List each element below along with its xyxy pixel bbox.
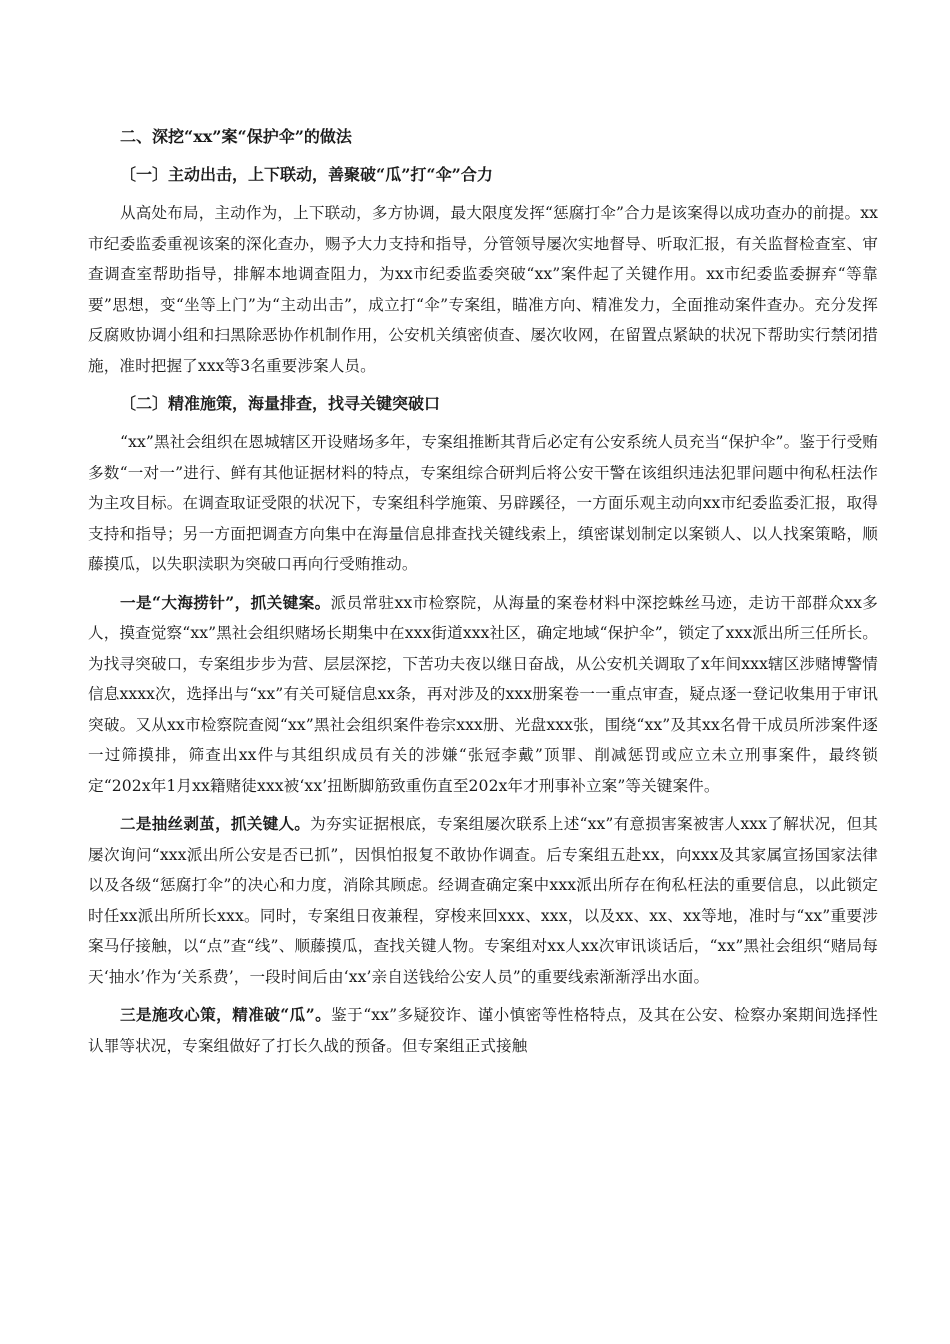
- subsection-paragraph-2: “xx”黑社会组织在恩城辖区开设赌场多年，专案组推断其背后必定有公安系统人员充当“保护伞”。鉴于行受贿多数“一对一”进行、鲜有其他证据材料的特点，专案组综合研判后将公安干警在该组织违法犯罪问题中徇私枉法作为主攻目标。在调查取证受限的状况下，专案组科学施策、另辟蹊径，一方面乐观主动向xx市纪委监委汇报，取得支持和指导；另一方面把调查方向集中在海量信息排查找关键线索上，缜密谋划制定以案锁人、以人找案策略，顺藤摸瓜，以失职渎职为突破口再向行受贿推动。: [88, 433, 878, 573]
- point-text-1: 派员常驻xx市检察院，从海量的案卷材料中深挖蛛丝马迹，走访干部群众xx多人，摸查觉察“xx”黑社会组织赌场长期集中在xxx街道xxx社区，确定地域“保护伞”，锁定了xxx派出所三任所长。为找寻突破口，专案组步步为营、层层深挖，下苦功夫夜以继日奋战，从公安机关调取了x年间xxx辖区涉赌博警情信息xxxx次，选择出与“xx”有关可疑信息xx条，再对涉及的xxx册案卷一一重点审查，疑点逐一登记收集用于审讯突破。又从xx市检察院查阅“xx”黑社会组织案件卷宗xxx册、光盘xxx张，围绕“xx”及其xx名骨干成员所涉案件逐一过筛摸排，筛查出xx件与其组织成员有关的涉嫌“张冠李戴”顶罪、削减惩罚或应立未立刑事案件，最终锁定“202x年1月xx籍赌徒xxx被‘xx’扭断脚筋致重伤直至202x年才刑事补立案”等关键案件。: [88, 593, 878, 795]
- point-paragraph-1: [88, 588, 878, 802]
- point-lead-1: 一是“大海捞针”，抓关键案。: [120, 592, 331, 612]
- section-title: 二、深挖“xx”案“保护伞”的做法: [120, 127, 352, 146]
- point-paragraph-2: [88, 809, 878, 992]
- point-lead-3: 三是施攻心策，精准破“瓜”。: [120, 1005, 332, 1024]
- point-lead-2: 二是抽丝剥茧，抓关键人。: [120, 814, 311, 833]
- subsection-heading-2: 〔二〕精准施策，海量排查，找寻关键突破口: [120, 394, 441, 413]
- point-text-3: 鉴于“xx”多疑狡诈、谨小慎密等性格特点，及其在公安、检察办案期间选择性认罪等状况，专案组做好了打长久战的预备。但专案组正式接触: [88, 1006, 878, 1055]
- point-paragraph-3: [88, 1000, 878, 1061]
- subsection-heading-1: 〔一〕主动出击，上下联动，善聚破“瓜”打“伞”合力: [120, 165, 493, 184]
- subsection-paragraph-1: 从高处布局，主动作为，上下联动，多方协调，最大限度发挥“惩腐打伞”合力是该案得以成功查办的前提。xx市纪委监委重视该案的深化查办，赐予大力支持和指导，分管领导屡次实地督导、听取汇报，有关监督检查室、审查调查室帮助指导，排解本地调查阻力，为xx市纪委监委突破“xx”案件起了关键作用。xx市纪委监委摒弃“等靠要”思想，变“坐等上门”为“主动出击”，成立打“伞”专案组，瞄准方向、精准发力，全面推动案件查办。充分发挥反腐败协调小组和扫黑除恶协作机制作用，公安机关缜密侦查、屡次收网，在留置点紧缺的状况下帮助实行禁闭措施，准时把握了xxx等3名重要涉案人员。: [88, 204, 878, 375]
- point-text-2: 为夯实证据根底，专案组屡次联系上述“xx”有意损害案被害人xxx了解状况，但其屡次询问“xxx派出所公安是否已抓”，因惧怕报复不敢协作调查。后专案组五赴xx，向xxx及其家属宣扬国家法律以及各级“惩腐打伞”的决心和力度，消除其顾虑。经调查确定案中xxx派出所存在徇私枉法的重要信息，以此锁定时任xx派出所所长xxx。同时，专案组日夜兼程，穿梭来回xxx、xxx，以及xx、xx、xx等地，准时与“xx”重要涉案马仔接触，以“点”查“线”、顺藤摸瓜，查找关键人物。专案组对xx人xx次审讯谈话后，“xx”黑社会组织“赌局每天‘抽水’作为‘关系费’，一段时间后由‘xx’亲自送钱给公安人员”的重要线索渐渐浮出水面。: [88, 815, 878, 986]
- document-body: [88, 122, 878, 1069]
